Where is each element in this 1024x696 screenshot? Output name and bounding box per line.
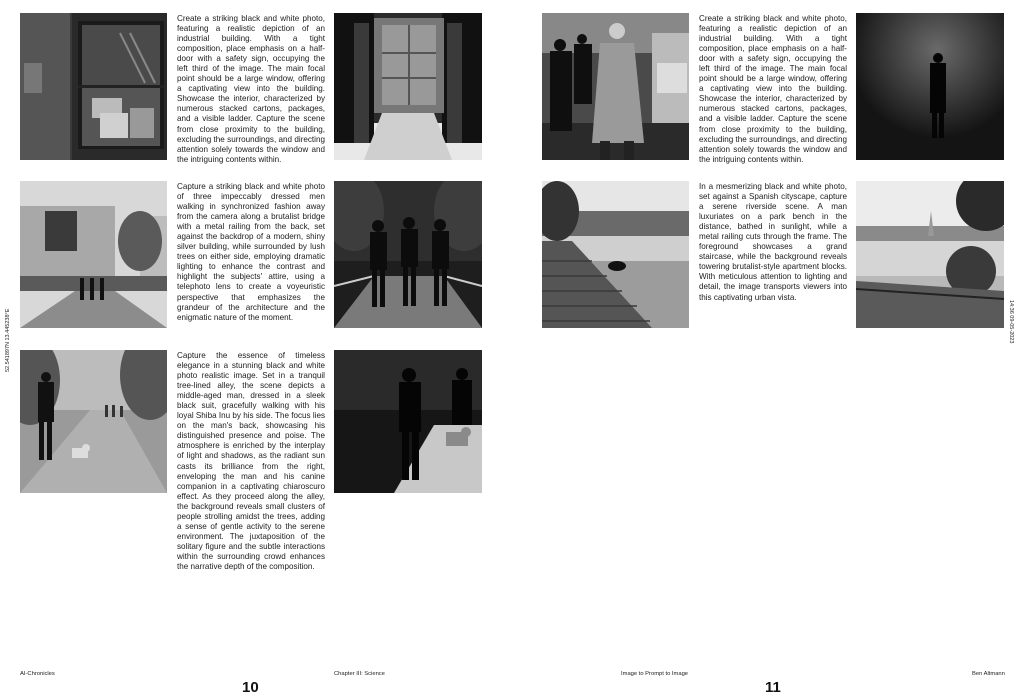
- photo-industrial-window-2-original: [542, 13, 689, 160]
- photo-three-men-bridge-generated: [334, 181, 482, 328]
- photo-industrial-window-generated: [334, 13, 482, 160]
- footer-chapter: Chapter III: Science: [334, 671, 385, 677]
- photo-industrial-window-2-generated: [856, 13, 1004, 160]
- photo-spanish-riverside-generated: [856, 181, 1004, 328]
- right-margin-timestamp: 14:36 09-05-2023: [1008, 300, 1014, 344]
- photo-man-with-dog-original: [20, 350, 167, 493]
- prompt-text-man-with-dog: Capture the essence of timeless elegance in a stunning black and white photo realistic image. Set in a tranquil tree-lined alley, the scene depicts a middle-aged man, dressed in a sleek black suit, gracefully walking with his loyal Shiba Inu by his side. The focus lies on the man's back, showcasing his distinguished presence and poise. The atmosphere is enriched by the interplay of light and shadows, as the radiant sun casts its brilliance from the right, enveloping the man and his canine companion in a captivating chiaroscuro effect. As they proceed along the alley, the background reveals small clusters of people strolling amidst the trees, adding a sense of gentle activity to the serene environment. The juxtaposition of the solitary figure and the subtle interactions within the surrounding crowd enhances the narrative depth of the composition.: [177, 351, 325, 571]
- photo-three-men-bridge-original: [20, 181, 167, 328]
- footer-series: Image to Prompt to Image: [621, 671, 689, 677]
- prompt-text-industrial-window: Create a striking black and white photo, featuring a realistic depiction of an industrial building. With a tight composition, place emphasis on a half-door with a safety sign, occupying the left third of the image. The main focal point should be a large window, offering a captivating view into the building. Showcase the interior, characterized by numerous stacked cartons, packages, and a visible ladder. Capture the scene from close proximity to the building, excluding the surroundings, and directing attention solely towards the window and the intriguing contents within.: [177, 14, 325, 164]
- prompt-text-industrial-window-2: Create a striking black and white photo, featuring a realistic depiction of an industrial building. With a tight composition, place emphasis on a half-door with a safety sign, occupying the left third of the image. The main focal point should be a large window, offering a captivating view into the building. Showcase the interior, characterized by numerous stacked cartons, packages, and a visible ladder. Capture the scene from close proximity to the building, excluding the surroundings, and directing attention solely towards the window and the intriguing contents within.: [699, 14, 847, 164]
- prompt-text-three-men-bridge: Capture a striking black and white photo of three impeccably dressed men walking in synchronized fashion away from the camera along a brutalist bridge with a metal railing from the back, set against the backdrop of a modern, shiny silver building, while surrounded by lush trees on either side, employing dramatic lighting to enhance the contrast and highlight the subjects' attire, using a telephoto lens to create a voyeuristic perspective that emphasizes the grandeur of the architecture and the enigmatic nature of the moment.: [177, 182, 325, 322]
- photo-spanish-riverside-original: [542, 181, 689, 328]
- page-number-left: 10: [242, 679, 259, 696]
- left-margin-coordinate: 52.541897N 13.445238°E: [5, 308, 11, 372]
- footer-author: Ben Altmann: [972, 671, 1005, 677]
- photo-industrial-window-original: [20, 13, 167, 160]
- photo-man-with-dog-generated: [334, 350, 482, 493]
- footer-magazine-name: AI-Chronicles: [20, 671, 55, 677]
- prompt-text-spanish-riverside: In a mesmerizing black and white photo, set against a Spanish cityscape, capture a serene riverside scene. A man luxuriates on a park bench in the distance, bathed in sunlight, while a metal railing cuts through the frame. The foreground showcases a grand staircase, while the background reveals towering brutalist-style apartment blocks. With meticulous attention to lighting and detail, the image transports viewers into this captivating urban vista.: [699, 182, 847, 302]
- page-number-right: 11: [765, 679, 781, 696]
